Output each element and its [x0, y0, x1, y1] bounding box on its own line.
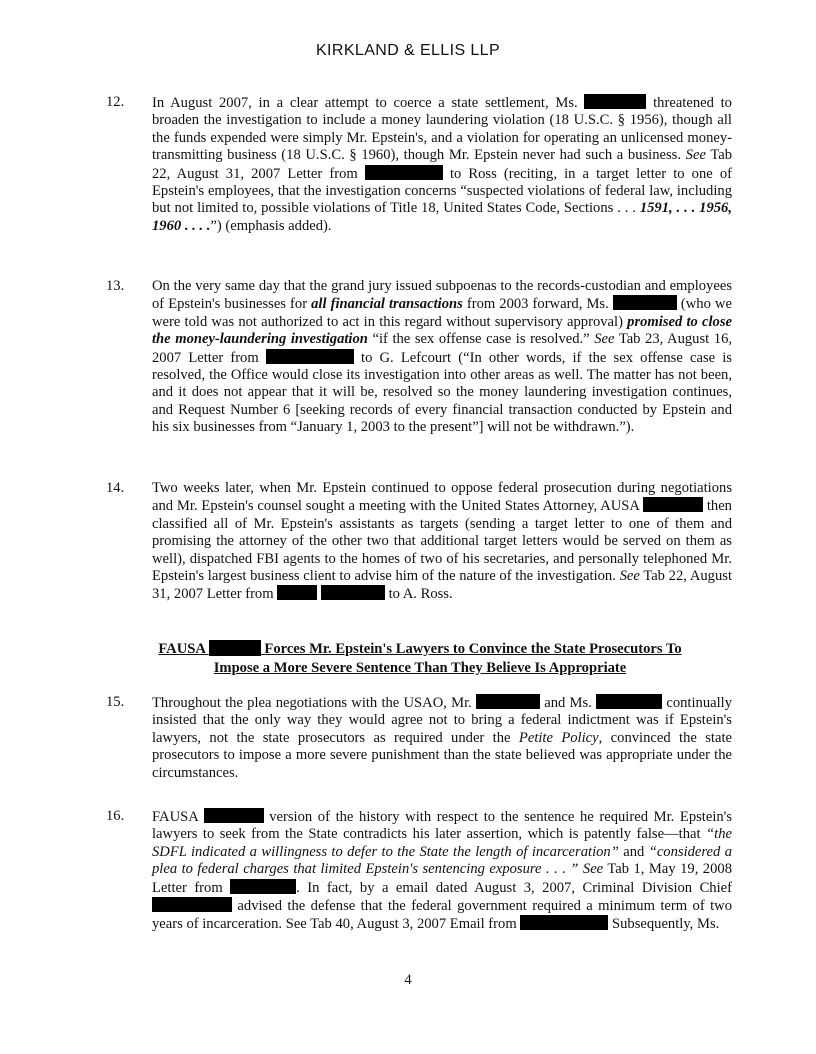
redaction-block — [365, 165, 443, 180]
text: Tab 22, August 31, 2007 Letter from — [152, 147, 732, 182]
paragraph-number-14: 14. — [106, 480, 125, 496]
text: Tab 23, August 16, 2007 Letter from — [152, 331, 733, 366]
redaction-block — [584, 94, 646, 109]
paragraph-number-16: 16. — [106, 808, 125, 824]
paragraph-15 — [152, 694, 732, 782]
text: to A. Ross. — [388, 586, 453, 603]
heading-text: Forces Mr. Epstein's Lawyers to Convince the State Prosecutors To — [264, 641, 682, 657]
redaction-block — [266, 349, 354, 364]
paragraph-16 — [152, 808, 732, 934]
text: continually insisted that the only way they would agree not to bring a federal indictment was if Epstein's lawyers, not the state prosecutors as required under the — [152, 695, 733, 746]
text: Tab 1, May 19, 2008 Letter from — [152, 861, 732, 896]
citation-signal: See — [582, 861, 604, 878]
text: then classified all of Mr. Epstein's assistants as targets (sending a target letter to one of them and promising the attorney of the other two that additional target letters would be served on them as well), dispatched FBI agents to the homes of two of his secretaries, and personally telephoned Mr. Epstein's largest business client to advise him of the nature of the investigation. — [152, 498, 732, 585]
text: and Ms. — [544, 695, 592, 711]
redaction-block — [596, 694, 662, 709]
paragraph-14 — [152, 480, 732, 604]
text: . In fact, by a email dated August 3, 2007, Criminal Division Chief — [296, 879, 732, 896]
redaction-block — [321, 585, 385, 600]
quoted-assertion: “considered a plea to federal charges that limited Epstein's sentencing exposure . . . ” — [152, 843, 732, 878]
quoted-assertion: “the SDFL indicated a willingness to defer to the State the length of incarceration” — [152, 826, 732, 860]
citation-signal: See — [685, 147, 706, 164]
paragraph-number-13: 13. — [106, 278, 125, 294]
text: FAUSA — [152, 809, 198, 825]
page-number: 4 — [404, 972, 412, 988]
section-heading-line-2: Impose a More Severe Sentence Than They Believe Is Appropriate — [213, 659, 627, 676]
section-heading-line-1 — [120, 640, 720, 659]
paragraph-12 — [152, 94, 732, 235]
text: Throughout the plea negotiations with the USAO, Mr. — [152, 695, 472, 711]
text: Tab 22, August 31, 2007 Letter from — [152, 568, 732, 603]
policy-name: Petite Policy — [518, 729, 599, 746]
text: Two weeks later, when Mr. Epstein continued to oppose federal prosecution during negotiations and Mr. Epstein's counsel sought a meeting with the United States Attorney, AUSA — [152, 480, 732, 515]
redaction-block — [613, 295, 677, 310]
emphasized-text: promised to close the money-laundering investigation — [152, 313, 732, 348]
text: and — [623, 843, 645, 860]
redaction-block — [277, 585, 317, 600]
emphasized-sections: 1591, . . . 1956, 1960 . . . . — [152, 200, 732, 234]
redaction-block — [152, 897, 232, 912]
text: , convinced the state prosecutors to impose a more severe punishment than the state believed was appropriate under the circumstances. — [152, 729, 732, 781]
citation-signal: See — [619, 568, 640, 585]
text: to Ross (reciting, in a target letter to one of Epstein's employees, that the investigation concerns “suspected violations of federal law, including but not limited to, possible violations of Title 18, United States Code, Sections . . . — [152, 165, 732, 217]
heading-prefix: FAUSA — [158, 641, 206, 657]
redaction-block — [643, 497, 703, 512]
redaction-block — [209, 640, 261, 656]
text: from 2003 forward, Ms. — [466, 296, 609, 313]
section-heading — [120, 640, 720, 677]
redaction-block — [204, 808, 264, 823]
text: advised the defense that the federal government required a minimum term of two years of incarceration. See Tab 40, August 3, 2007 Email from — [152, 898, 732, 933]
redaction-block — [520, 915, 608, 930]
text: threatened to broaden the investigation to include a money laundering violation (18 U.S.C. § 1956), though all the funds expended were simply Mr. Epstein's, and a violation for operating an unlicensed money-transmitting business (18 U.S.C. § 1960), though Mr. Epstein never had such a business. — [152, 95, 732, 164]
paragraph-13 — [152, 278, 732, 437]
text: In August 2007, in a clear attempt to coerce a state settlement, Ms. — [152, 95, 578, 111]
text: to G. Lefcourt (“In other words, if the sex offense case is resolved, the Office would close its investigation into other areas as well. The matter has not been, and it does not appear that it will be, resolved so the money laundering investigation continues, and Request Number 6 [seeking records of every financial transaction conducted by Epstein and his six businesses from “January 1, 2003 to the present”] will not be withdrawn.”). — [152, 349, 732, 436]
citation-signal: See — [594, 331, 615, 348]
text: ”) (emphasis added). — [210, 217, 332, 234]
redaction-block — [230, 879, 296, 894]
text: version of the history with respect to the sentence he required Mr. Epstein's lawyers to seek from the State contradicts his later assertion, which is patently false—that — [152, 809, 732, 843]
paragraph-number-15: 15. — [106, 694, 125, 710]
text: Subsequently, Ms. — [611, 916, 720, 933]
emphasized-text: all financial transactions — [311, 296, 463, 313]
paragraph-number-12: 12. — [106, 94, 125, 110]
redaction-block — [476, 694, 540, 709]
text: “if the sex offense case is resolved.” — [372, 331, 590, 348]
text: On the very same day that the grand jury issued subpoenas to the records-custodian and employees of Epstein's businesses for — [152, 278, 732, 313]
firm-letterhead: KIRKLAND & ELLIS LLP — [315, 42, 501, 59]
text: (who we were told was not authorized to act in this regard without supervisory approval) — [152, 296, 732, 330]
